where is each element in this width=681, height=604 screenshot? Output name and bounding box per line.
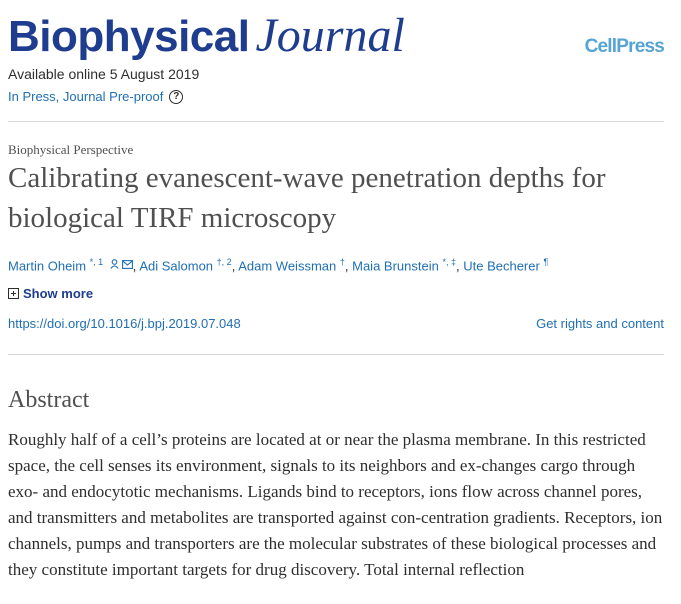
- doi-link[interactable]: https://doi.org/10.1016/j.bpj.2019.07.048: [8, 316, 241, 331]
- author-link[interactable]: Martin Oheim: [8, 258, 87, 274]
- mail-icon[interactable]: [122, 260, 133, 269]
- abstract-text: Roughly half of a cell’s proteins are located at or near the plasma membrane. In this restricted space, the cell senses its environment, signals to its neighbors and ex-changes cargo through exo- and endocytotic mechanisms. Ligands bind to receptors, ions flow across channel pores, and transmitters and metabolites are transported against con-centration gradients. Receptors, ion channels, pumps and transporters are the molecular substrates of these biological processes and they constitute important targets for drug discovery. Total internal reflection: [8, 430, 663, 579]
- divider: [8, 354, 664, 355]
- author-affiliation[interactable]: †, 2: [216, 257, 232, 267]
- article-title: Calibrating evanescent-wave penetration depths for biological TIRF microscopy: [8, 162, 606, 234]
- rights-link[interactable]: Get rights and content: [536, 316, 664, 331]
- person-icon[interactable]: [110, 259, 119, 269]
- available-online-date: Available online 5 August 2019: [8, 66, 200, 82]
- help-icon[interactable]: ?: [169, 90, 183, 104]
- masthead: [8, 6, 664, 64]
- abstract-heading: Abstract: [8, 387, 90, 413]
- author-affiliation[interactable]: *, ‡: [442, 257, 456, 267]
- publisher-logo[interactable]: CellPress: [584, 36, 664, 57]
- expand-icon[interactable]: [8, 288, 19, 299]
- journal-name-italic: Journal: [255, 9, 405, 62]
- author-link[interactable]: Adi Salomon: [139, 258, 214, 274]
- article-type: Biophysical Perspective: [8, 142, 134, 157]
- in-press-status[interactable]: [8, 89, 183, 104]
- journal-name-bold: Biophysical: [8, 12, 250, 61]
- author-affiliation[interactable]: ¶: [543, 257, 549, 267]
- author-link[interactable]: Maia Brunstein: [352, 258, 439, 274]
- show-more-label[interactable]: Show more: [23, 286, 94, 301]
- author-affiliation[interactable]: *, 1: [89, 257, 104, 267]
- show-more-button[interactable]: [8, 286, 93, 301]
- in-press-label[interactable]: In Press, Journal Pre-proof: [8, 89, 164, 104]
- author-list: Martin Oheim $^{*, 1}$ , Adi Salomon $^{\dagger, 2}$, Adam Weissman †, Maia Brunstein *, ‡, Ute Becherer ¶: [8, 257, 549, 274]
- divider: [8, 121, 664, 122]
- author-link[interactable]: Adam Weissman: [238, 258, 337, 274]
- author-link[interactable]: Ute Becherer: [463, 258, 540, 274]
- author-affiliation[interactable]: †: [339, 257, 345, 267]
